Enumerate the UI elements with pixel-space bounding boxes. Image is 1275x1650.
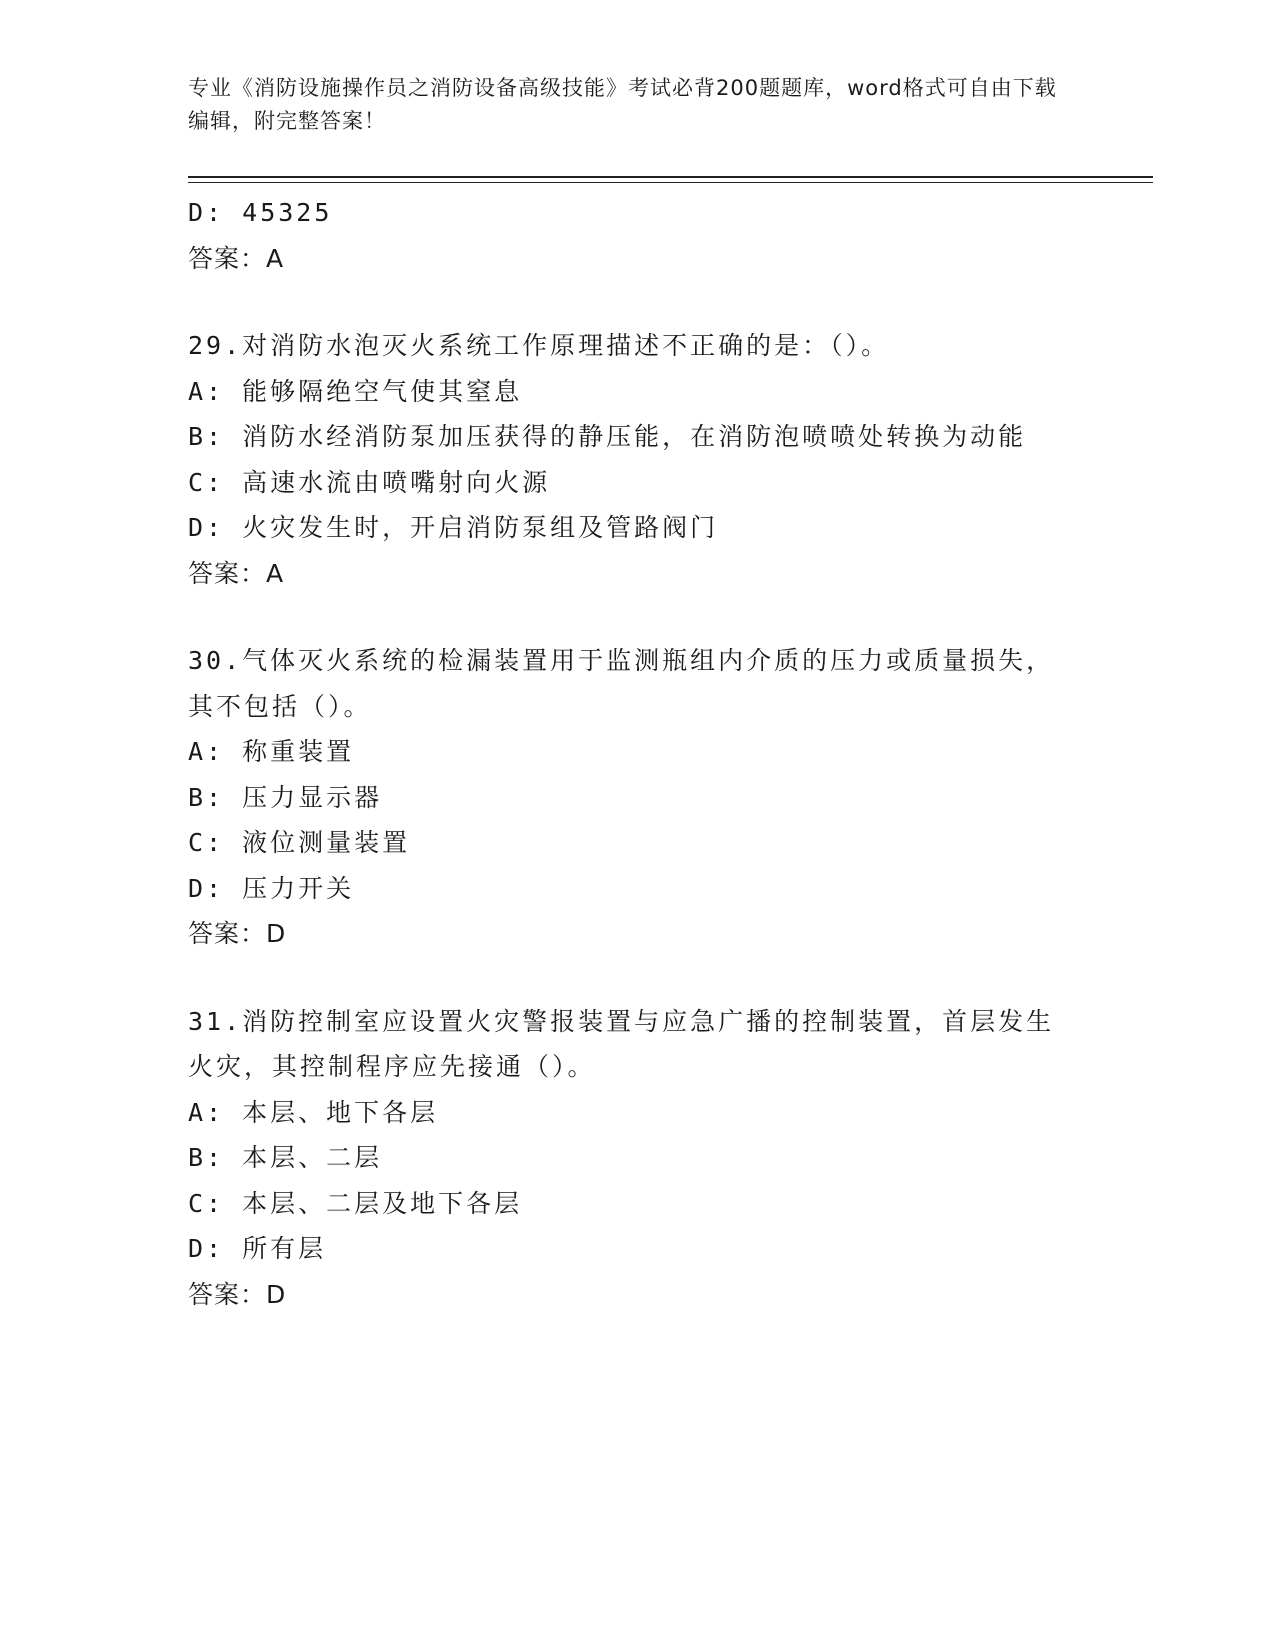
spacer <box>188 281 1088 323</box>
option-c: C: 高速水流由喷嘴射向火源 <box>188 467 551 497</box>
header-divider-thin <box>188 182 1153 183</box>
option-c: C: 本层、二层及地下各层 <box>188 1188 523 1218</box>
answer-line: 答案：D <box>188 1279 287 1309</box>
page-header: 专业《消防设施操作员之消防设备高级技能》考试必背200题题库，word格式可自由下载编辑，附完整答案！ <box>188 76 1057 133</box>
answer-line: 答案：A <box>188 243 285 273</box>
answer-line: 答案：D <box>188 919 287 948</box>
question-block <box>188 323 1088 596</box>
option-d: D: 45325 <box>188 198 333 227</box>
option-d: D: 火灾发生时，开启消防泵组及管路阀门 <box>188 513 719 542</box>
question-content <box>188 190 1088 1317</box>
option-b: B: 消防水经消防泵加压获得的静压能，在消防泡喷喷处转换为动能 <box>188 422 1027 451</box>
option-a: A: 本层、地下各层 <box>188 1097 439 1127</box>
option-d: D: 所有层 <box>188 1234 327 1263</box>
question-stem: 31.消防控制室应设置火灾警报装置与应急广播的控制装置，首层发生火灾，其控制程序应先接通（）。 <box>188 1006 1055 1081</box>
option-a: A: 称重装置 <box>188 737 355 766</box>
option-b: B: 压力显示器 <box>188 782 383 812</box>
spacer <box>188 957 1088 999</box>
question-stem: 29.对消防水泡灭火系统工作原理描述不正确的是：（）。 <box>188 331 890 360</box>
question-block <box>188 638 1088 957</box>
header-divider <box>188 176 1153 178</box>
option-a: A: 能够隔绝空气使其窒息 <box>188 376 523 406</box>
option-d: D: 压力开关 <box>188 873 355 903</box>
answer-line: 答案：A <box>188 558 285 588</box>
question-stem: 30.气体灭火系统的检漏装置用于监测瓶组内介质的压力或质量损失，其不包括（）。 <box>188 646 1055 721</box>
question-block <box>188 999 1088 1318</box>
option-b: B: 本层、二层 <box>188 1143 383 1172</box>
spacer <box>188 596 1088 638</box>
option-c: C: 液位测量装置 <box>188 828 411 857</box>
